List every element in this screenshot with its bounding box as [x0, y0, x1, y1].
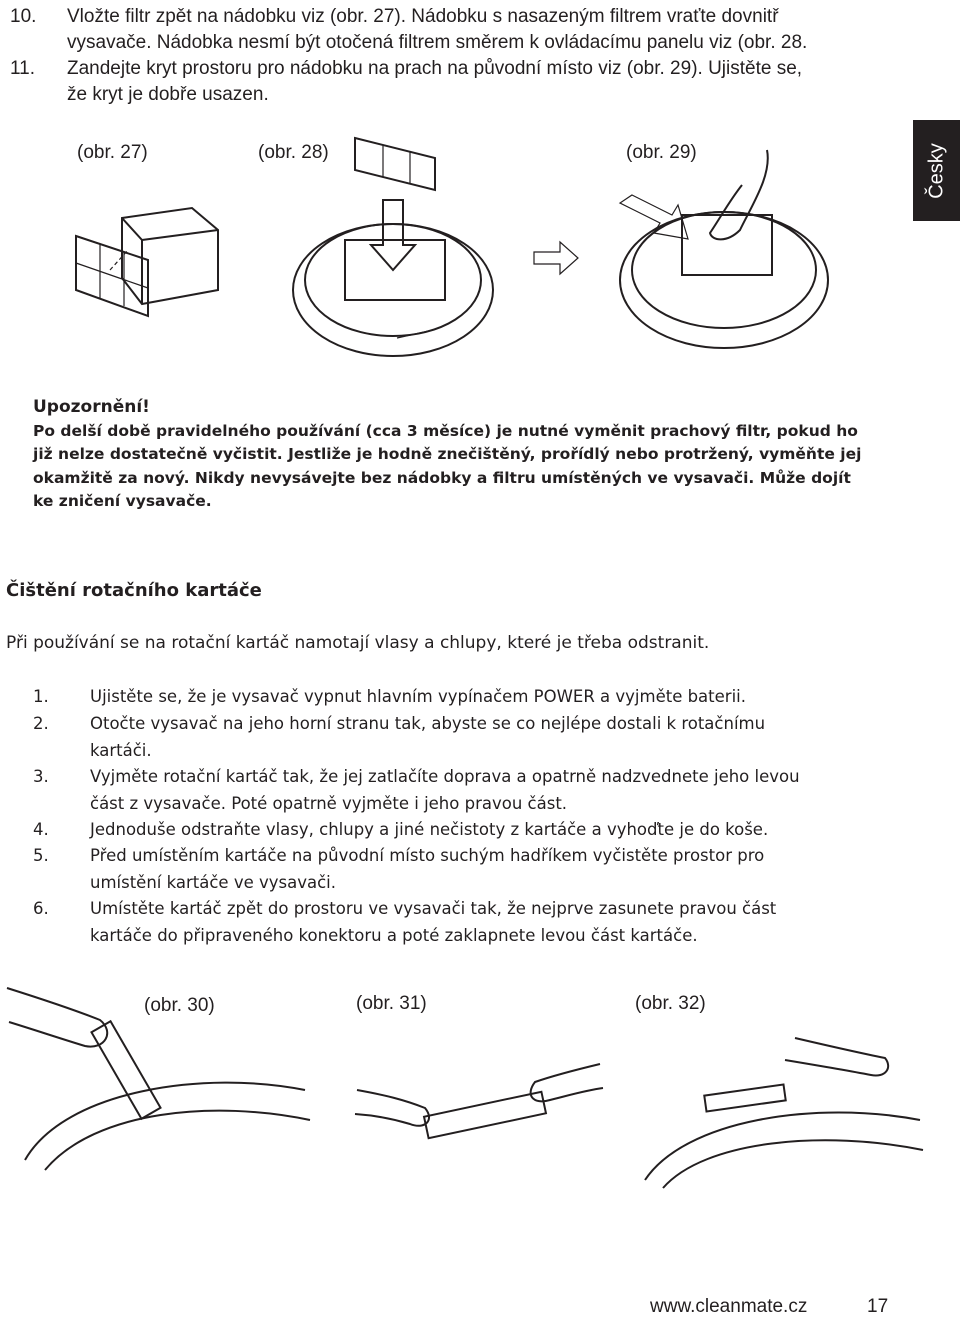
list-item-number: 5. — [33, 846, 49, 865]
warning-title: Upozornění! — [33, 397, 150, 417]
list-item-text: Otočte vysavač na jeho horní stranu tak, abyste se co nejlépe dostali k rotačnímu — [90, 714, 766, 733]
list-item-number: 3. — [33, 767, 49, 786]
list-item — [33, 896, 913, 949]
footer-url: www.cleanmate.cz — [650, 1296, 808, 1317]
arrow-right-icon — [532, 238, 582, 278]
step-text: Zandejte kryt prostoru pro nádobku na prach na původní místo viz (obr. 29). Ujistěte se, — [67, 58, 803, 79]
list-item — [33, 684, 913, 711]
brush-cleaning-illustration — [635, 1030, 925, 1190]
list-item-text: Jednoduše odstraňte vlasy, chlupy a jiné nečistoty z kartáče a vyhoďte je do koše. — [90, 820, 769, 839]
robot-dustbin-illustration — [285, 130, 505, 370]
list-item-text: část z vysavače. Poté opatrně vyjměte i jeho pravou část. — [90, 793, 568, 813]
list-item-text: Ujistěte se, že je vysavač vypnut hlavním vypínačem POWER a vyjměte baterii. — [90, 687, 746, 706]
list-item-number: 6. — [33, 899, 49, 918]
warning-line: již nelze dostatečně vyčistit. Jestliže je hodně znečištěný, prořídlý nebo protržený, vyměňte jej — [33, 445, 862, 463]
warning-line: ke zničení vysavače. — [33, 492, 212, 510]
step-number: 11. — [10, 58, 36, 79]
filter-box-illustration — [70, 200, 230, 320]
figure-label-32: (obr. 32) — [635, 993, 706, 1014]
step-text: že kryt je dobře usazen. — [67, 84, 269, 105]
list-item-number: 4. — [33, 820, 49, 839]
list-item-text: kartáči. — [90, 740, 152, 760]
language-tab — [913, 120, 960, 221]
list-item-text: Vyjměte rotační kartáč tak, že jej zatlačíte doprava a opatrně nadzvednete jeho levou — [90, 767, 800, 786]
page-number: 17 — [867, 1296, 889, 1317]
list-item-text: kartáče do připraveného konektoru a poté zaklapnete levou část kartáče. — [90, 925, 698, 945]
section-title: Čištění rotačního kartáče — [6, 580, 262, 601]
step-text: vysavače. Nádobka nesmí být otočená filtrem směrem k ovládacímu panelu viz (obr. 28. — [67, 32, 808, 53]
list-item-text: umístění kartáče ve vysavači. — [90, 872, 337, 892]
language-tab-label: Česky — [925, 142, 947, 199]
list-item — [33, 843, 913, 896]
figure-label-31: (obr. 31) — [356, 993, 427, 1014]
figure-label-29: (obr. 29) — [626, 142, 697, 163]
figure-label-27: (obr. 27) — [77, 142, 148, 163]
list-item-text: Před umístěním kartáče na původní místo suchým hadříkem vyčistěte prostor pro — [90, 846, 765, 865]
step-text: Vložte filtr zpět na nádobku viz (obr. 27). Nádobku s nasazeným filtrem vraťte dovnitř — [67, 6, 779, 27]
section-intro: Při používání se na rotační kartáč namotají vlasy a chlupy, které je třeba odstranit. — [6, 633, 710, 653]
warning-line: okamžitě za nový. Nikdy nevysávejte bez nádobky a filtru umístěných ve vysavači. Může dojít — [33, 469, 851, 487]
figure-label-28: (obr. 28) — [258, 142, 329, 163]
warning-line: Po delší době pravidelného používání (cca 3 měsíce) je nutné vyměnit prachový filtr, pokud ho — [33, 422, 858, 440]
robot-cover-illustration — [612, 145, 842, 365]
list-item — [33, 711, 913, 764]
list-item-number: 1. — [33, 687, 49, 706]
brush-removal-illustration — [5, 980, 315, 1180]
brush-hands-illustration — [355, 1060, 605, 1170]
step-11 — [10, 56, 890, 108]
figure-label-30: (obr. 30) — [144, 995, 215, 1016]
list-item-text: Umístěte kartáč zpět do prostoru ve vysavači tak, že nejprve zasunete pravou část — [90, 899, 777, 918]
step-10 — [10, 4, 890, 56]
step-number: 10. — [10, 6, 37, 27]
list-item — [33, 817, 913, 844]
list-item-number: 2. — [33, 714, 49, 733]
list-item — [33, 764, 913, 817]
